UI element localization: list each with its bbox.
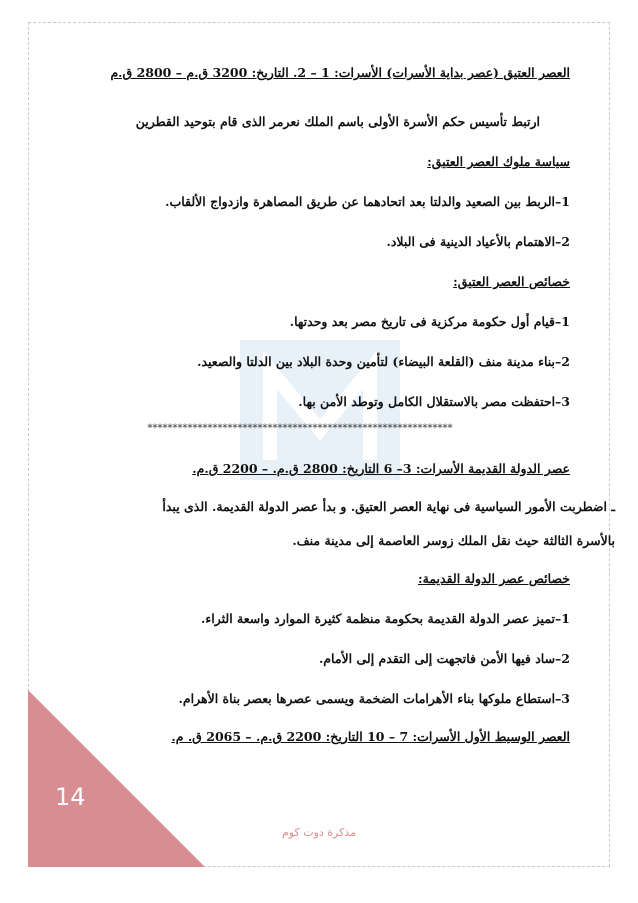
- ok-feature-item-1: 1–تميز عصر الدولة القديمة بحكومة منظمة كثيرة الموارد واسعة الثراء.: [201, 611, 570, 626]
- section-ancient-era-header: العصر العتيق (عصر بداية الأسرات) الأسرات: 1 – 2. التاريخ: 3200 ق.م – 2800 ق.م: [110, 65, 570, 80]
- ok-feature-item-2: 2–ساد فيها الأمن فاتجهت إلى التقدم إلى الأمام.: [318, 651, 570, 666]
- policy-item-1: 1–الربط بين الصعيد والدلتا بعد اتحادهما عن طريق المصاهرة وازدواج الألقاب.: [165, 194, 570, 209]
- heading-ancient-era-features: خصائص العصر العتيق:: [453, 274, 570, 289]
- feature-item-3: 3–احتفظت مصر بالاستقلال الكامل وتوطد الأمن بها.: [298, 394, 570, 409]
- star-divider: *************************************************************: [147, 423, 453, 434]
- ok-feature-item-3: 3–استطاع ملوكها بناء الأهرامات الضخمة ويسمى عصرها بعصر بناة الأهرام.: [178, 691, 570, 706]
- heading-kings-policy: سياسة ملوك العصر العتيق:: [427, 154, 570, 169]
- feature-item-1: 1–قيام أول حكومة مركزية فى تاريخ مصر بعد وحدتها.: [289, 314, 570, 329]
- page-number: 14: [55, 783, 86, 811]
- paragraph-narmer: ارتبط تأسيس حكم الأسرة الأولى باسم الملك نعرمر الذى قام بتوحيد القطرين: [135, 114, 540, 129]
- feature-item-2: 2–بناء مدينة منف (القلعة البيضاء) لتأمين وحدة البلاد بين الدلتا والصعيد.: [197, 354, 570, 369]
- heading-old-kingdom-features: خصائص عصر الدولة القديمة:: [418, 571, 570, 586]
- section-old-kingdom-header: عصر الدولة القديمة الأسرات: 3– 6 التاريخ: 2800 ق.م. – 2200 ق.م.: [192, 461, 570, 476]
- paragraph-old-kingdom-2: بالأسرة الثالثة حيث نقل الملك زوسر العاصمة إلى مدينة منف.: [292, 533, 615, 548]
- footer-brand: مذكرة دوت كوم: [281, 826, 357, 839]
- policy-item-2: 2–الاهتمام بالأعياد الدينية فى البلاد.: [386, 234, 570, 249]
- paragraph-old-kingdom-1: ـ اضطربت الأمور السياسية فى نهاية العصر العتيق. و بدأ عصر الدولة القديمة. الذى يبدأ: [162, 499, 615, 514]
- page-corner-decoration: [28, 690, 205, 867]
- section-first-intermediate-header: العصر الوسيط الأول الأسرات: 7 – 10 التاريخ: 2200 ق.م. – 2065 ق. م.: [171, 729, 570, 744]
